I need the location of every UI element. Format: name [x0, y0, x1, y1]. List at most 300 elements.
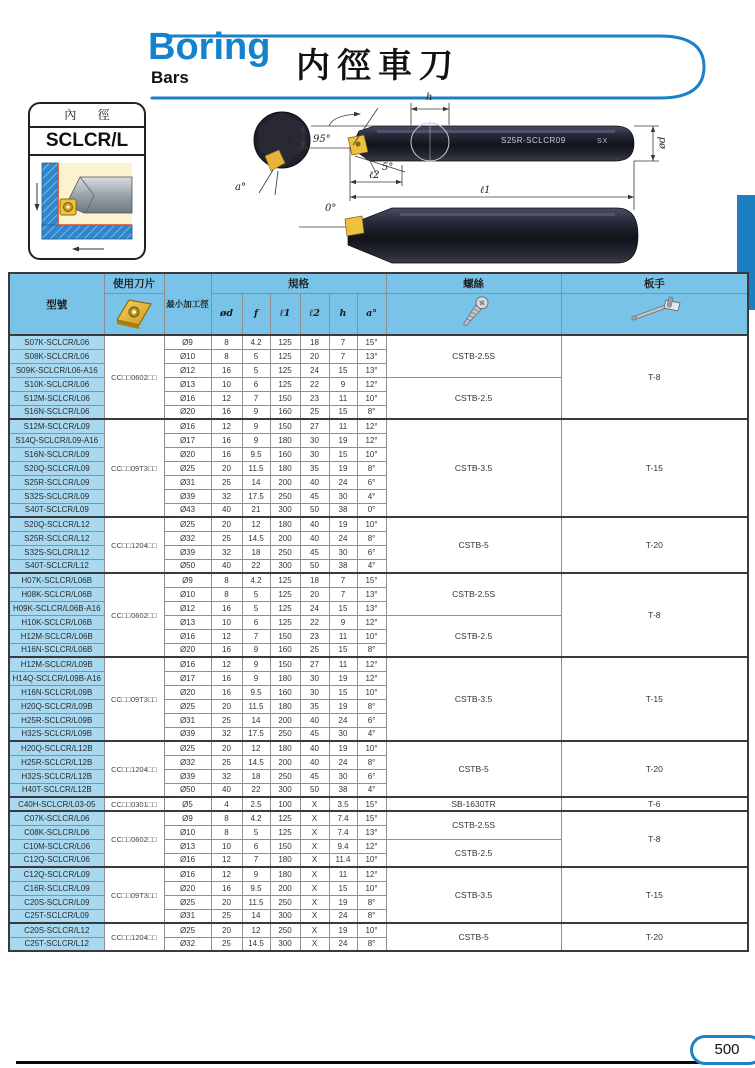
spec-value-cell: 40: [300, 713, 329, 727]
spec-value-cell: 17.5: [242, 489, 270, 503]
spec-value-cell: 11.4: [329, 853, 357, 867]
screw-cell: CSTB-2.5: [386, 839, 561, 867]
spec-value-cell: 19: [329, 517, 357, 531]
spec-value-cell: Ø9: [164, 811, 211, 825]
spec-value-cell: 45: [300, 769, 329, 783]
spec-value-cell: 40: [211, 503, 242, 517]
spec-value-cell: Ø13: [164, 377, 211, 391]
spec-value-cell: 9: [242, 405, 270, 419]
spec-value-cell: 9: [242, 433, 270, 447]
spec-value-cell: Ø31: [164, 713, 211, 727]
spec-value-cell: 200: [270, 755, 300, 769]
spec-value-cell: 30: [329, 489, 357, 503]
spec-value-cell: Ø12: [164, 363, 211, 377]
screw-cell: CSTB-3.5: [386, 419, 561, 517]
spec-value-cell: 180: [270, 853, 300, 867]
model-cell: H08K-SCLCR/L06B: [9, 587, 104, 601]
spec-value-cell: 16: [211, 405, 242, 419]
spec-value-cell: 11: [329, 391, 357, 405]
model-cell: C10M-SCLCR/L06: [9, 839, 104, 853]
spec-value-cell: 6°: [357, 545, 386, 559]
spec-value-cell: 6°: [357, 769, 386, 783]
spec-value-cell: 8: [211, 811, 242, 825]
spec-value-cell: 125: [270, 573, 300, 587]
spec-value-cell: 20: [211, 461, 242, 475]
dimension-label-d: ød: [657, 136, 668, 149]
spec-value-cell: 13°: [357, 349, 386, 363]
spec-value-cell: 4: [211, 797, 242, 811]
insert-code-cell: CC□□0602□□: [104, 811, 164, 867]
spec-value-cell: 125: [270, 363, 300, 377]
spec-value-cell: 11.5: [242, 461, 270, 475]
spec-value-cell: 18: [300, 335, 329, 349]
spec-value-cell: 250: [270, 895, 300, 909]
spec-value-cell: 9: [242, 419, 270, 433]
spec-value-cell: 40: [300, 517, 329, 531]
spec-value-cell: Ø9: [164, 335, 211, 349]
spec-value-cell: 150: [270, 657, 300, 671]
spec-value-cell: 24: [329, 531, 357, 545]
spec-value-cell: 5: [242, 601, 270, 615]
spec-value-cell: X: [300, 811, 329, 825]
model-cell: C12Q-SCLCR/L09: [9, 867, 104, 881]
spec-value-cell: Ø10: [164, 349, 211, 363]
spec-value-cell: 10: [211, 615, 242, 629]
insert-icon-cell: [104, 293, 164, 335]
spec-value-cell: 35: [300, 699, 329, 713]
spec-value-cell: 250: [270, 545, 300, 559]
insert-code-cell: CC□□0301□□: [104, 797, 164, 811]
spec-value-cell: 11: [329, 629, 357, 643]
model-cell: S12M-SCLCR/L09: [9, 419, 104, 433]
spec-value-cell: 16: [211, 601, 242, 615]
model-cell: S25R-SCLCR/L12: [9, 531, 104, 545]
spec-value-cell: Ø39: [164, 489, 211, 503]
header-sub-l2: ℓ2: [300, 293, 329, 335]
spec-value-cell: 15°: [357, 573, 386, 587]
spec-value-cell: 24: [329, 755, 357, 769]
spec-value-cell: X: [300, 825, 329, 839]
spec-value-cell: 32: [211, 769, 242, 783]
spec-value-cell: 200: [270, 881, 300, 895]
model-cell: S20Q-SCLCR/L09: [9, 461, 104, 475]
model-cell: S40T-SCLCR/L12: [9, 559, 104, 573]
spec-value-cell: 12°: [357, 839, 386, 853]
spec-value-cell: 8: [211, 335, 242, 349]
spec-value-cell: X: [300, 797, 329, 811]
dimension-label-5: 5°: [382, 162, 394, 173]
spec-value-cell: 10°: [357, 923, 386, 937]
spec-value-cell: 14.5: [242, 755, 270, 769]
spec-value-cell: 125: [270, 587, 300, 601]
spec-value-cell: 15: [329, 643, 357, 657]
spec-value-cell: 180: [270, 867, 300, 881]
model-cell: H20Q-SCLCR/L12B: [9, 741, 104, 755]
spec-value-cell: X: [300, 909, 329, 923]
spec-value-cell: 12: [211, 391, 242, 405]
spec-value-cell: 19: [329, 699, 357, 713]
spec-value-cell: 8: [211, 573, 242, 587]
header-screw: 螺絲: [386, 273, 561, 293]
screw-cell: SB-1630TR: [386, 797, 561, 811]
spec-value-cell: 12°: [357, 419, 386, 433]
spec-value-cell: 18: [300, 573, 329, 587]
model-cell: C07K-SCLCR/L06: [9, 811, 104, 825]
screw-cell: CSTB-5: [386, 923, 561, 951]
spec-value-cell: 10°: [357, 685, 386, 699]
spec-value-cell: 20: [211, 517, 242, 531]
spec-value-cell: Ø25: [164, 923, 211, 937]
screw-cell: CSTB-2.5S: [386, 573, 561, 615]
spec-value-cell: Ø10: [164, 587, 211, 601]
screw-cell: CSTB-5: [386, 741, 561, 797]
header-spec: 規格: [211, 273, 386, 293]
model-cell: C20S-SCLCR/L12: [9, 923, 104, 937]
wrench-cell: T-15: [561, 867, 748, 923]
spec-value-cell: 8°: [357, 643, 386, 657]
spec-value-cell: 300: [270, 559, 300, 573]
spec-value-cell: 180: [270, 671, 300, 685]
spec-value-cell: 13°: [357, 587, 386, 601]
spec-value-cell: 8°: [357, 909, 386, 923]
spec-value-cell: Ø20: [164, 405, 211, 419]
model-cell: S12M-SCLCR/L06: [9, 391, 104, 405]
spec-value-cell: 10°: [357, 629, 386, 643]
wrench-cell: T-8: [561, 573, 748, 657]
spec-value-cell: 13°: [357, 825, 386, 839]
spec-value-cell: Ø16: [164, 419, 211, 433]
spec-value-cell: Ø43: [164, 503, 211, 517]
spec-value-cell: 30: [300, 447, 329, 461]
spec-value-cell: 18: [242, 769, 270, 783]
spec-value-cell: 14.5: [242, 937, 270, 951]
table-row: [9, 657, 748, 671]
wrench-cell: T-20: [561, 923, 748, 951]
spec-value-cell: 15: [329, 447, 357, 461]
spec-value-cell: 15°: [357, 797, 386, 811]
model-cell: H25R-SCLCR/L09B: [9, 713, 104, 727]
spec-value-cell: 12: [211, 867, 242, 881]
spec-value-cell: 180: [270, 433, 300, 447]
spec-value-cell: 30: [329, 769, 357, 783]
spec-value-cell: 12: [211, 629, 242, 643]
page-title-zh: 内徑車刀: [296, 47, 460, 85]
spec-value-cell: 200: [270, 475, 300, 489]
spec-value-cell: 27: [300, 419, 329, 433]
spec-value-cell: 10: [211, 377, 242, 391]
bar-brand-marking: SX: [597, 138, 609, 145]
spec-value-cell: 45: [300, 489, 329, 503]
model-cell: S14Q-SCLCR/L09-A16: [9, 433, 104, 447]
spec-value-cell: 23: [300, 391, 329, 405]
spec-value-cell: 6°: [357, 475, 386, 489]
model-cell: H16N-SCLCR/L09B: [9, 685, 104, 699]
spec-value-cell: 7.4: [329, 811, 357, 825]
spec-value-cell: 50: [300, 783, 329, 797]
table-row: [9, 797, 748, 811]
spec-value-cell: 25: [300, 405, 329, 419]
spec-value-cell: 40: [300, 741, 329, 755]
spec-value-cell: 200: [270, 531, 300, 545]
spec-value-cell: 200: [270, 713, 300, 727]
spec-value-cell: 6: [242, 839, 270, 853]
header-sub-h: h: [329, 293, 357, 335]
spec-value-cell: 16: [211, 671, 242, 685]
wrench-icon-cell: [561, 293, 748, 335]
spec-value-cell: 8: [211, 349, 242, 363]
spec-value-cell: 12: [211, 419, 242, 433]
screw-cell: CSTB-5: [386, 517, 561, 573]
spec-value-cell: 19: [329, 433, 357, 447]
spec-value-cell: 6°: [357, 713, 386, 727]
spec-value-cell: 40: [211, 559, 242, 573]
dimension-label-0: 0°: [325, 203, 337, 214]
spec-value-cell: 14: [242, 475, 270, 489]
spec-value-cell: Ø16: [164, 867, 211, 881]
screw-cell: CSTB-2.5S: [386, 811, 561, 839]
spec-value-cell: 5: [242, 825, 270, 839]
model-cell: C08K-SCLCR/L06: [9, 825, 104, 839]
wrench-cell: T-15: [561, 419, 748, 517]
spec-value-cell: Ø20: [164, 447, 211, 461]
wrench-cell: T-20: [561, 517, 748, 573]
spec-value-cell: Ø5: [164, 797, 211, 811]
page-number-badge: 500: [690, 1035, 755, 1065]
spec-value-cell: 45: [300, 545, 329, 559]
bar-marking: S25R-SCLCR09: [501, 136, 566, 145]
spec-value-cell: Ø39: [164, 769, 211, 783]
model-cell: S16N-SCLCR/L06: [9, 405, 104, 419]
model-cell: S32S-SCLCR/L12: [9, 545, 104, 559]
spec-value-cell: 6: [242, 615, 270, 629]
model-cell: H12M-SCLCR/L09B: [9, 657, 104, 671]
model-cell: C20S-SCLCR/L09: [9, 895, 104, 909]
insert-code-cell: CC□□09T3□□: [104, 867, 164, 923]
spec-value-cell: 12°: [357, 671, 386, 685]
spec-value-cell: 40: [300, 475, 329, 489]
wrench-cell: T-15: [561, 657, 748, 741]
page-title-en: Boring: [148, 26, 271, 68]
model-cell: S20Q-SCLCR/L12: [9, 517, 104, 531]
spec-value-cell: Ø31: [164, 475, 211, 489]
spec-value-cell: 19: [329, 461, 357, 475]
footer-line: [16, 1061, 755, 1064]
spec-value-cell: Ø12: [164, 601, 211, 615]
spec-value-cell: 38: [329, 559, 357, 573]
spec-value-cell: 2.5: [242, 797, 270, 811]
spec-value-cell: 24: [329, 909, 357, 923]
spec-value-cell: 180: [270, 699, 300, 713]
spec-value-cell: 12°: [357, 615, 386, 629]
spec-value-cell: 12: [211, 853, 242, 867]
spec-value-cell: 40: [211, 783, 242, 797]
model-cell: C25T-SCLCR/L12: [9, 937, 104, 951]
spec-value-cell: 24: [329, 475, 357, 489]
spec-value-cell: 125: [270, 335, 300, 349]
spec-value-cell: 180: [270, 461, 300, 475]
end-view: [235, 112, 310, 195]
spec-value-cell: Ø16: [164, 657, 211, 671]
diagram-card: [28, 102, 146, 260]
spec-value-cell: 300: [270, 783, 300, 797]
spec-value-cell: 9: [242, 671, 270, 685]
spec-value-cell: 11.5: [242, 895, 270, 909]
model-cell: H20Q-SCLCR/L09B: [9, 699, 104, 713]
spec-value-cell: 9.5: [242, 685, 270, 699]
wrench-cell: T-8: [561, 335, 748, 419]
screw-cell: CSTB-3.5: [386, 867, 561, 923]
spec-value-cell: 14: [242, 909, 270, 923]
insert-code-cell: CC□□09T3□□: [104, 419, 164, 517]
spec-value-cell: 11: [329, 657, 357, 671]
spec-value-cell: 45: [300, 727, 329, 741]
model-cell: H14Q-SCLCR/L09B-A16: [9, 671, 104, 685]
spec-value-cell: 8: [211, 825, 242, 839]
main-bar-view: [287, 92, 668, 210]
spec-value-cell: 10°: [357, 517, 386, 531]
spec-value-cell: 30: [300, 685, 329, 699]
spec-value-cell: 38: [329, 503, 357, 517]
screw-cell: CSTB-2.5S: [386, 335, 561, 377]
spec-value-cell: 250: [270, 923, 300, 937]
insert-code-cell: CC□□1204□□: [104, 923, 164, 951]
table-header: [9, 273, 748, 335]
spec-value-cell: 250: [270, 489, 300, 503]
screw-icon-cell: [386, 293, 561, 335]
spec-value-cell: 38: [329, 783, 357, 797]
model-cell: S40T-SCLCR/L09: [9, 503, 104, 517]
spec-value-cell: 22: [242, 559, 270, 573]
spec-value-cell: 9: [329, 615, 357, 629]
spec-value-cell: Ø16: [164, 629, 211, 643]
card-illustration-icon: [34, 161, 140, 257]
spec-value-cell: 10°: [357, 447, 386, 461]
spec-value-cell: 10°: [357, 853, 386, 867]
spec-value-cell: 9: [242, 643, 270, 657]
spec-value-cell: 20: [211, 895, 242, 909]
spec-value-cell: Ø9: [164, 573, 211, 587]
spec-value-cell: 15°: [357, 811, 386, 825]
dimension-label-a: a°: [235, 182, 246, 193]
spec-value-cell: 100: [270, 797, 300, 811]
spec-value-cell: 25: [211, 475, 242, 489]
spec-value-cell: Ø25: [164, 517, 211, 531]
spec-value-cell: Ø25: [164, 461, 211, 475]
spec-value-cell: 12: [242, 517, 270, 531]
model-cell: C12Q-SCLCR/L06: [9, 853, 104, 867]
model-cell: S25R-SCLCR/L09: [9, 475, 104, 489]
spec-value-cell: 16: [211, 447, 242, 461]
spec-value-cell: 15°: [357, 335, 386, 349]
spec-value-cell: 25: [211, 713, 242, 727]
model-cell: S09K-SCLCR/L06-A16: [9, 363, 104, 377]
spec-value-cell: 20: [211, 741, 242, 755]
table-row: [9, 419, 748, 433]
spec-value-cell: 30: [329, 727, 357, 741]
spec-value-cell: 24: [300, 363, 329, 377]
spec-value-cell: 50: [300, 559, 329, 573]
insert-code-cell: CC□□0602□□: [104, 335, 164, 419]
model-cell: H12M-SCLCR/L06B: [9, 629, 104, 643]
model-cell: C40H-SCLCR/L03-05: [9, 797, 104, 811]
spec-value-cell: 21: [242, 503, 270, 517]
spec-value-cell: 23: [300, 629, 329, 643]
spec-value-cell: 7: [242, 391, 270, 405]
dimension-label-l1: ℓ1: [480, 185, 491, 196]
spec-value-cell: 8°: [357, 755, 386, 769]
spec-value-cell: 25: [211, 937, 242, 951]
spec-value-cell: Ø25: [164, 699, 211, 713]
header-sub-a: a°: [357, 293, 386, 335]
spec-value-cell: 12°: [357, 657, 386, 671]
card-code: SCLCR/L: [30, 128, 144, 156]
second-bar-view: [299, 203, 638, 263]
spec-value-cell: 125: [270, 349, 300, 363]
table-row: [9, 335, 748, 349]
spec-value-cell: 3.5: [329, 797, 357, 811]
spec-value-cell: Ø39: [164, 727, 211, 741]
spec-value-cell: 125: [270, 601, 300, 615]
wrench-cell: T-8: [561, 811, 748, 867]
spec-value-cell: 11: [329, 867, 357, 881]
spec-value-cell: 15: [329, 405, 357, 419]
wrench-icon: [624, 294, 684, 332]
spec-value-cell: 15: [329, 685, 357, 699]
spec-value-cell: 16: [211, 643, 242, 657]
spec-value-cell: 8°: [357, 895, 386, 909]
spec-value-cell: 4°: [357, 559, 386, 573]
spec-value-cell: 180: [270, 517, 300, 531]
spec-value-cell: 25: [211, 755, 242, 769]
spec-value-cell: Ø20: [164, 881, 211, 895]
model-cell: H07K-SCLCR/L06B: [9, 573, 104, 587]
header-sub-d: ød: [211, 293, 242, 335]
spec-value-cell: 13°: [357, 601, 386, 615]
spec-value-cell: 15: [329, 363, 357, 377]
spec-value-cell: 7.4: [329, 825, 357, 839]
spec-value-cell: 15: [329, 881, 357, 895]
spec-value-cell: 30: [300, 433, 329, 447]
spec-value-cell: 9: [242, 867, 270, 881]
spec-value-cell: 150: [270, 629, 300, 643]
spec-value-cell: Ø16: [164, 853, 211, 867]
spec-value-cell: X: [300, 895, 329, 909]
spec-value-cell: X: [300, 937, 329, 951]
spec-value-cell: 9.5: [242, 881, 270, 895]
spec-value-cell: 19: [329, 671, 357, 685]
spec-value-cell: 24: [300, 601, 329, 615]
spec-value-cell: 12: [242, 741, 270, 755]
spec-value-cell: 8°: [357, 531, 386, 545]
spec-value-cell: 8°: [357, 461, 386, 475]
header-wrench: 板手: [561, 273, 748, 293]
dimension-label-h: h: [426, 92, 433, 103]
spec-value-cell: 16: [211, 685, 242, 699]
spec-value-cell: 12°: [357, 867, 386, 881]
spec-value-cell: Ø16: [164, 391, 211, 405]
spec-value-cell: 150: [270, 391, 300, 405]
spec-value-cell: 250: [270, 769, 300, 783]
spec-value-cell: 16: [211, 433, 242, 447]
model-cell: H09K-SCLCR/L06B-A16: [9, 601, 104, 615]
spec-value-cell: Ø50: [164, 559, 211, 573]
spec-table: [8, 272, 749, 952]
insert-code-cell: CC□□09T3□□: [104, 657, 164, 741]
spec-value-cell: 250: [270, 727, 300, 741]
insert-icon: [112, 296, 156, 330]
screw-cell: CSTB-3.5: [386, 657, 561, 741]
spec-value-cell: 150: [270, 419, 300, 433]
